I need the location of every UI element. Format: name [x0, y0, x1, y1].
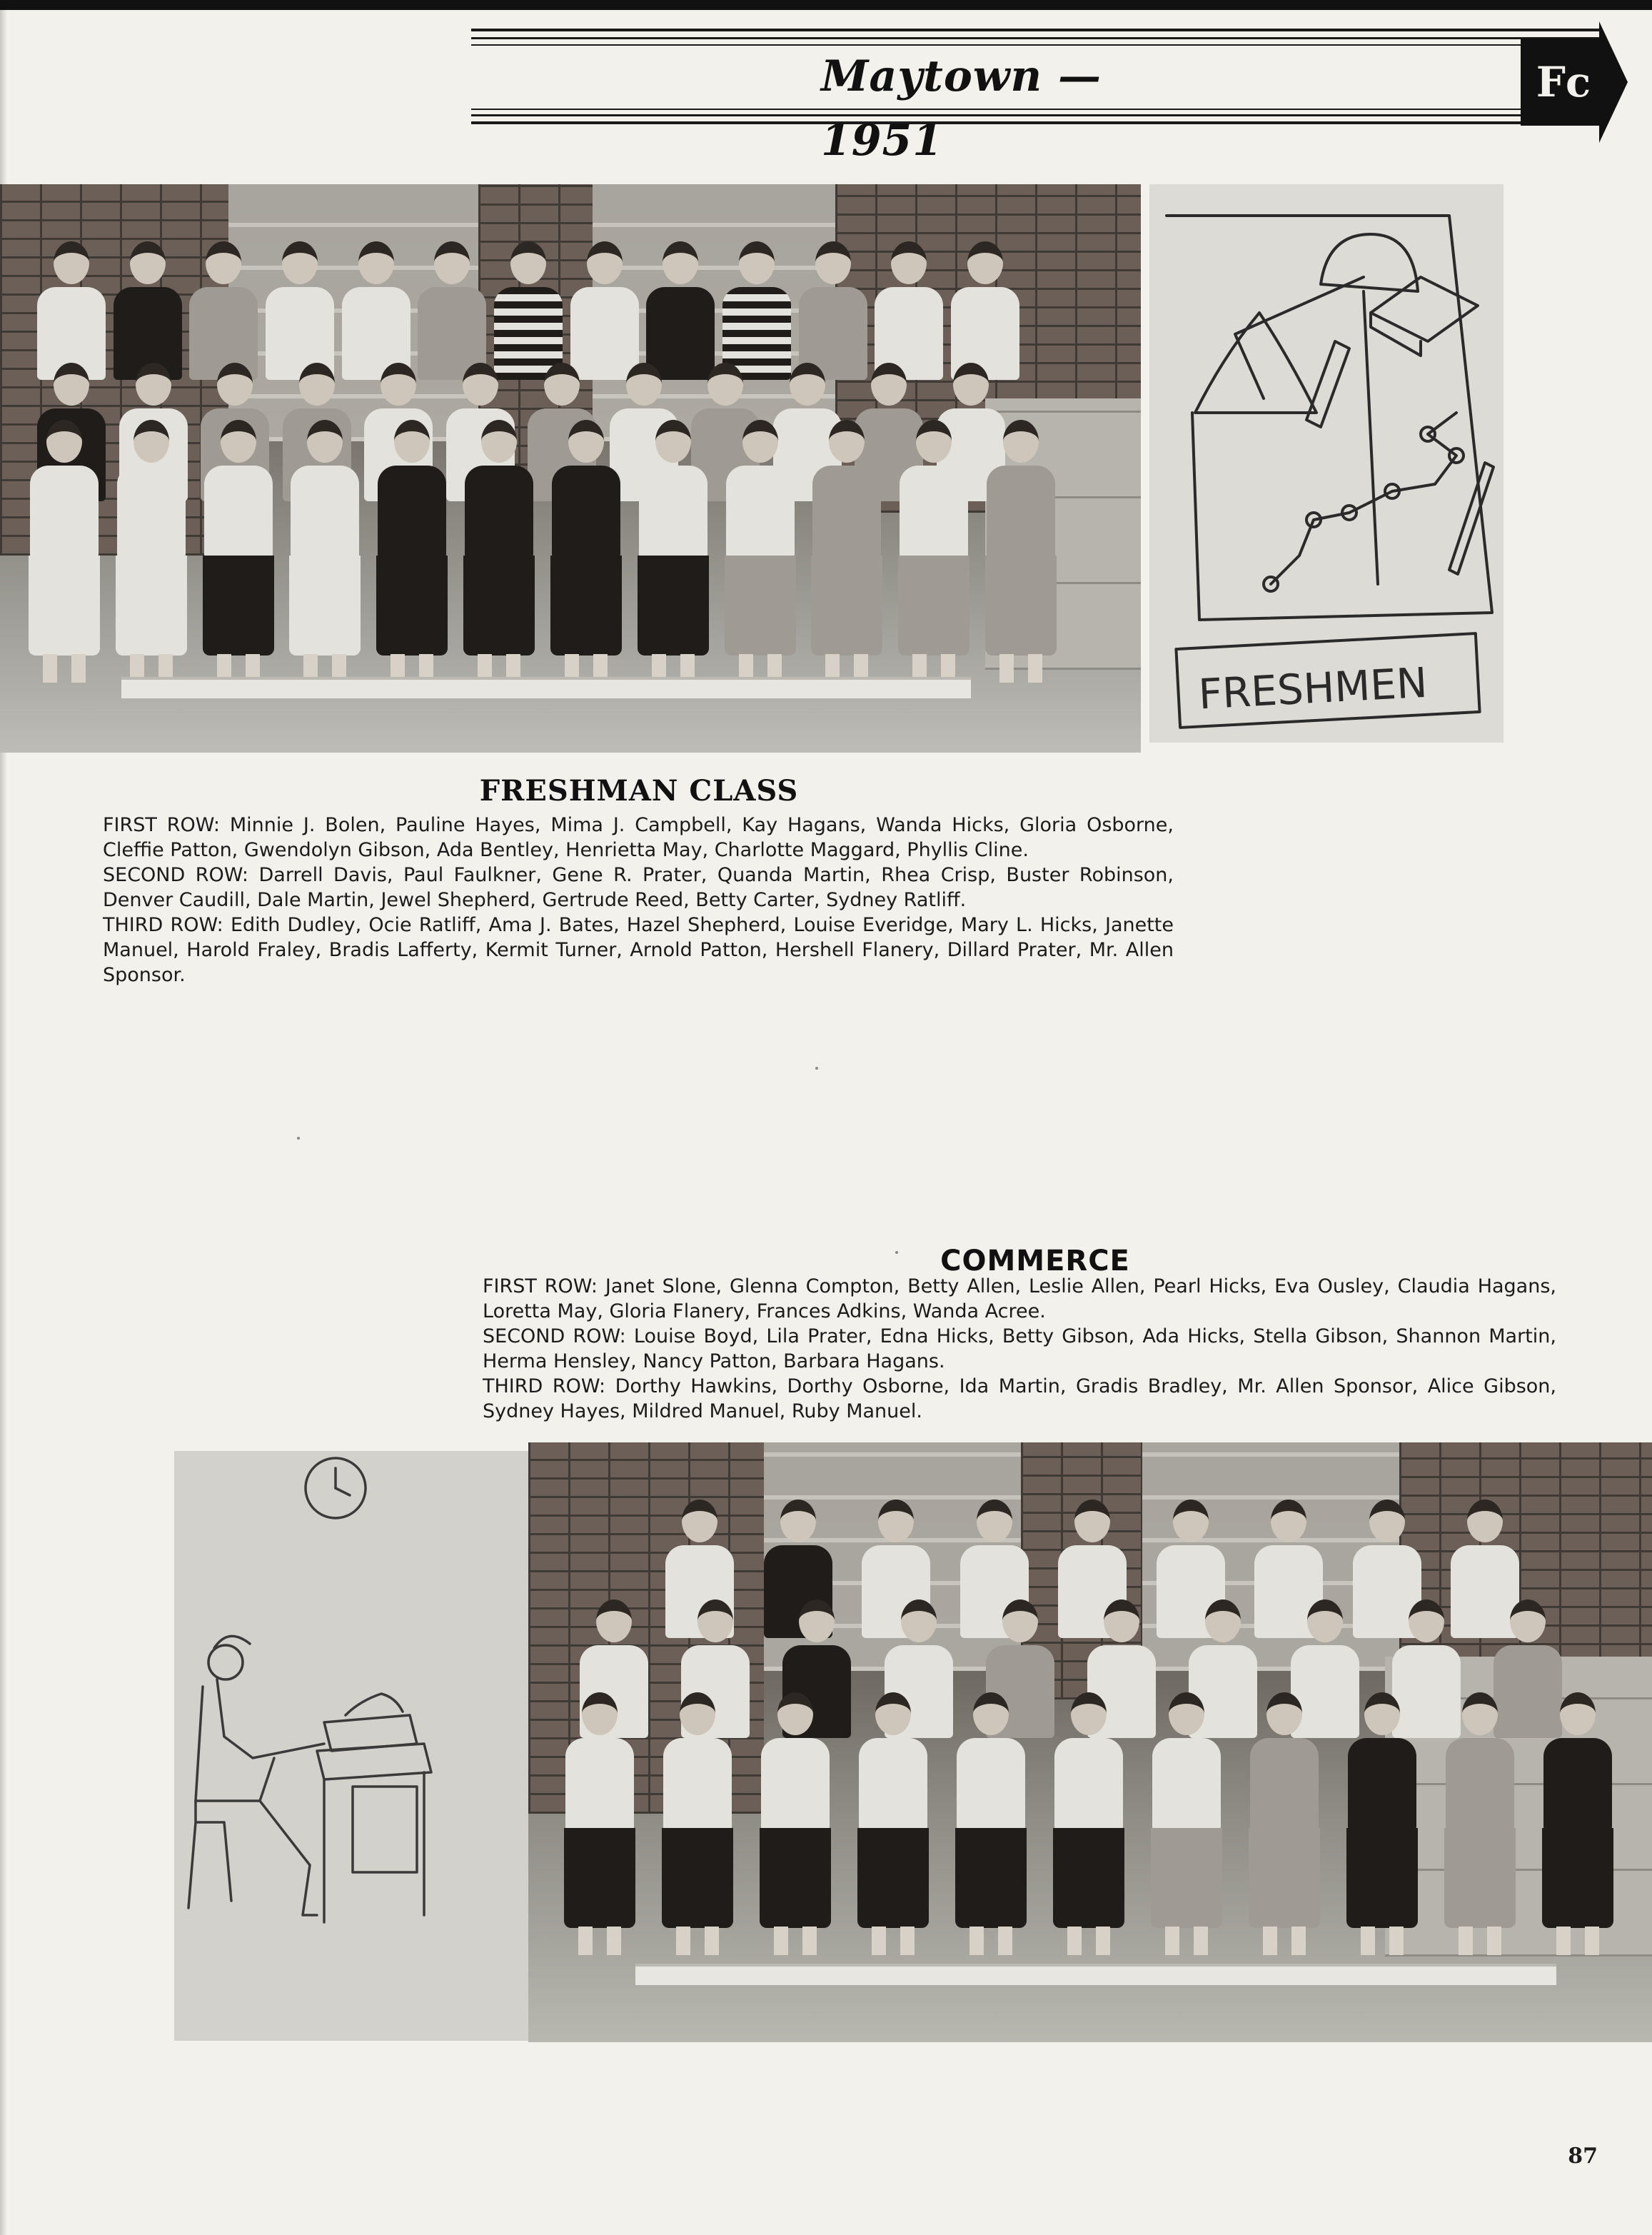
caption-row: [483, 1274, 1556, 1324]
desk-legs: [324, 1772, 424, 1922]
molecule-icon: [1271, 413, 1456, 584]
person: [811, 420, 882, 683]
person: [1053, 1692, 1124, 1955]
freshman-class-heading: FRESHMAN CLASS: [479, 774, 799, 808]
row-names: Minnie J. Bolen, Pauline Hayes, Mima J. Campbell, Kay Hagans, Wanda Hicks, Gloria Osborne, Cleffie Patton, Gwendolyn Gibson, Ada Bentley, Henrietta May, Charlotte Maggard, Phyllis Cline.: [103, 814, 1174, 861]
row-names: Dorthy Hawkins, Dorthy Osborne, Ida Martin, Gradis Bradley, Mr. Allen Sponsor, Alice Gibson, Sydney Hayes, Mildred Manuel, Ruby Manuel.: [483, 1375, 1556, 1422]
commerce-heading: COMMERCE: [940, 1245, 1130, 1277]
row-label: SECOND ROW:: [483, 1325, 626, 1347]
photo-front-row: [564, 1692, 1613, 1955]
row-names: Louise Boyd, Lila Prater, Edna Hicks, Betty Gibson, Ada Hicks, Stella Gibson, Shannon Martin, Herma Hensley, Nancy Patton, Barbara Hagans.: [483, 1325, 1556, 1372]
row-label: FIRST ROW:: [483, 1275, 598, 1297]
paper-speck: [815, 1067, 818, 1070]
person: [760, 1692, 831, 1955]
typist-arm: [217, 1679, 324, 1758]
typist-chair: [188, 1801, 231, 1908]
person: [1151, 1692, 1222, 1955]
person: [955, 1692, 1027, 1955]
row-label: THIRD ROW:: [483, 1375, 606, 1397]
person: [203, 420, 274, 683]
typist-legs: [260, 1801, 317, 1915]
header-rule: [471, 121, 1599, 124]
page-number: 87: [1568, 2144, 1598, 2169]
person: [725, 420, 796, 683]
person: [564, 1692, 635, 1955]
freshman-class-caption: [103, 813, 1174, 988]
person: [264, 241, 336, 380]
caption-row: [483, 1374, 1556, 1424]
lamp-shade-icon: [1321, 234, 1418, 291]
commerce-sketch-panel: [174, 1451, 537, 2041]
person: [638, 420, 709, 683]
person: [493, 241, 564, 380]
photo-back-row: [36, 241, 1021, 380]
person: [188, 241, 259, 380]
person: [721, 241, 792, 380]
person: [36, 241, 107, 380]
commerce-caption: [483, 1274, 1556, 1424]
paper-speck: [297, 1137, 300, 1140]
row-label: FIRST ROW:: [103, 814, 220, 836]
bench: [635, 1964, 1556, 1985]
person: [857, 1692, 929, 1955]
person: [569, 241, 640, 380]
header-rule: [471, 114, 1599, 116]
person: [341, 241, 412, 380]
page-title: Maytown — 1951: [821, 51, 1102, 166]
person: [873, 241, 945, 380]
person: [1249, 1692, 1320, 1955]
person: [797, 241, 869, 380]
row-label: SECOND ROW:: [103, 864, 248, 886]
desk-top: [317, 1744, 431, 1779]
person: [463, 420, 535, 683]
person: [1444, 1692, 1516, 1955]
freshmen-sketch-drawing: [1149, 184, 1504, 743]
person: [116, 420, 187, 683]
header-rule: [471, 37, 1599, 39]
commerce-class-photo: [528, 1442, 1652, 2042]
person: [416, 241, 488, 380]
person: [376, 420, 448, 683]
row-names: Darrell Davis, Paul Faulkner, Gene R. Prater, Quanda Martin, Rhea Crisp, Buster Robinson, Denver Caudill, Dale Martin, Jewel Shepherd, Gertrude Reed, Betty Carter, Sydney Ratliff.: [103, 864, 1174, 911]
freshmen-sketch-panel: [1149, 184, 1504, 743]
scan-edge: [0, 0, 1652, 10]
desk-drawer: [353, 1787, 417, 1872]
commerce-sketch-drawing: [174, 1451, 537, 2041]
header-rule: [471, 109, 1599, 110]
person: [645, 241, 716, 380]
person: [29, 420, 100, 683]
person: [550, 420, 622, 683]
person: [985, 420, 1057, 683]
caption-row: [103, 863, 1174, 913]
photo-front-row: [29, 420, 1057, 683]
inkwell-brush-icon: [1195, 313, 1316, 413]
header-rule: [471, 29, 1599, 31]
freshman-class-photo: [0, 184, 1141, 753]
person: [289, 420, 361, 683]
person: [1346, 1692, 1418, 1955]
typist-head: [208, 1645, 243, 1679]
row-names: Edith Dudley, Ocie Ratliff, Ama J. Bates, Hazel Shepherd, Louise Everidge, Mary L. Hicks, Janette Manuel, Harold Fraley, Bradis Lafferty, Kermit Turner, Arnold Patton, Hershell Flanery, Dillard Prater, Mr. Allen Sponsor.: [103, 914, 1174, 986]
bench: [121, 677, 971, 698]
person: [662, 1692, 733, 1955]
person: [898, 420, 969, 683]
row-names: Janet Slone, Glenna Compton, Betty Allen, Leslie Allen, Pearl Hicks, Eva Ousley, Claudia Hagans, Loretta May, Gloria Flanery, Frances Adkins, Wanda Acree.: [483, 1275, 1556, 1322]
person: [112, 241, 183, 380]
row-label: THIRD ROW:: [103, 914, 223, 936]
section-tab-label: Fc: [1536, 58, 1591, 106]
paper-speck: [895, 1251, 898, 1254]
person: [1542, 1692, 1613, 1955]
freshmen-sign-text: FRESHMEN: [1197, 658, 1429, 719]
person: [950, 241, 1021, 380]
caption-row: [103, 813, 1174, 863]
caption-row: [483, 1324, 1556, 1374]
caption-row: [103, 913, 1174, 988]
